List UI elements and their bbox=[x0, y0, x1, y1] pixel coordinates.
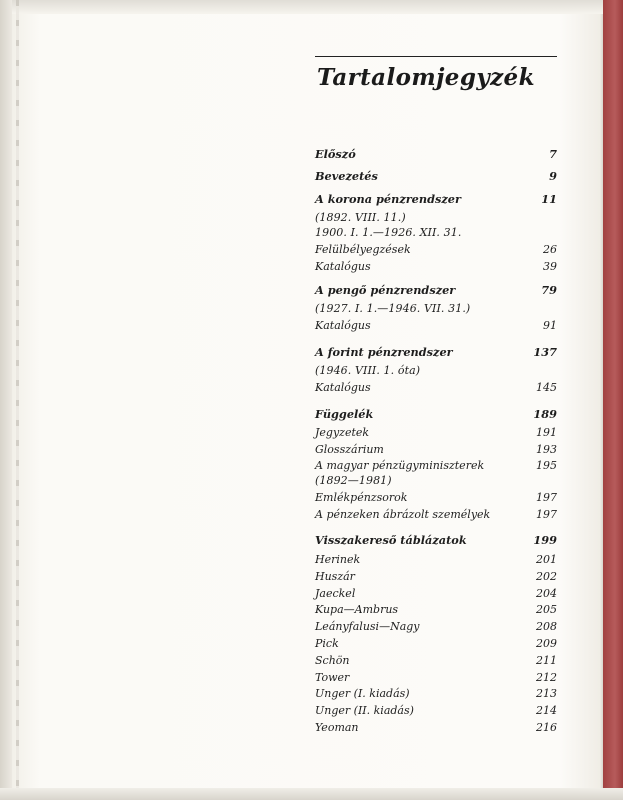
toc-section-visszakereso bbox=[315, 532, 557, 548]
toc-entry-label: (1892—1981) bbox=[315, 474, 392, 487]
toc-entry-page: 197 bbox=[536, 508, 557, 521]
toc-entry-page: 202 bbox=[536, 570, 557, 583]
toc-entry-page: 199 bbox=[533, 533, 557, 547]
toc-entry-label: (1946. VIII. 1. óta) bbox=[315, 364, 421, 377]
toc-date-range bbox=[315, 210, 557, 226]
toc-entry-unger-2 bbox=[315, 703, 557, 719]
toc-entry-katalogus bbox=[315, 318, 557, 334]
toc-entry-jaeckel bbox=[315, 586, 557, 602]
toc-entry-label: Schön bbox=[315, 654, 350, 667]
toc-date-range bbox=[315, 225, 557, 241]
toc-entry-eloszo bbox=[315, 146, 557, 162]
toc-entry-page: 189 bbox=[533, 407, 557, 421]
toc-entry-katalogus bbox=[315, 380, 557, 396]
toc-date-range bbox=[315, 363, 557, 379]
toc-entry-label: Emlékpénzsorok bbox=[315, 491, 408, 504]
toc-entry-page: 212 bbox=[536, 671, 557, 684]
toc-section-pengo bbox=[315, 282, 557, 298]
toc-entry-page: 91 bbox=[543, 319, 557, 332]
toc-entry-label: Jegyzetek bbox=[315, 426, 370, 439]
toc-entry-schon bbox=[315, 653, 557, 669]
toc-entry-page: 145 bbox=[536, 381, 557, 394]
toc-entry-szemelyek bbox=[315, 507, 557, 523]
toc-entry-felulbelyegzesek bbox=[315, 242, 557, 258]
toc-entry-penzugyminiszterek bbox=[315, 458, 557, 474]
toc-entry-page: 7 bbox=[549, 147, 557, 161]
toc-entry-katalogus bbox=[315, 259, 557, 275]
toc-entry-page: 79 bbox=[541, 283, 557, 297]
toc-entry-page: 197 bbox=[536, 491, 557, 504]
toc-entry-emlekpenzsorok bbox=[315, 490, 557, 506]
toc-entry-label: Visszakereső táblázatok bbox=[315, 533, 467, 547]
toc-entry-page: 9 bbox=[549, 169, 557, 183]
toc-entry-leanyfalusi-nagy bbox=[315, 619, 557, 635]
toc-section-fuggelek bbox=[315, 406, 557, 422]
toc-entry-label: A pénzeken ábrázolt személyek bbox=[315, 508, 491, 521]
page-title: Tartalomjegyzék bbox=[317, 64, 535, 91]
toc-entry-page: 205 bbox=[536, 603, 557, 616]
toc-entry-label: Felülbélyegzések bbox=[315, 243, 411, 256]
toc-entry-kupa-ambrus bbox=[315, 602, 557, 618]
toc-entry-pick bbox=[315, 636, 557, 652]
toc-section-korona bbox=[315, 191, 557, 207]
toc-section-forint bbox=[315, 344, 557, 360]
toc-entry-jegyzetek bbox=[315, 425, 557, 441]
title-rule bbox=[315, 56, 557, 57]
toc-entry-bevezetes bbox=[315, 168, 557, 184]
toc-entry-page: 39 bbox=[543, 260, 557, 273]
toc-entry-page: 216 bbox=[536, 721, 557, 734]
toc-entry-label: 1900. I. 1.—1926. XII. 31. bbox=[315, 226, 462, 239]
toc-entry-label: Unger (II. kiadás) bbox=[315, 704, 414, 717]
toc-entry-page: 137 bbox=[533, 345, 557, 359]
toc-entry-glosszarium bbox=[315, 442, 557, 458]
toc-entry-page: 211 bbox=[536, 654, 557, 667]
toc-entry-label: (1927. I. 1.—1946. VII. 31.) bbox=[315, 302, 471, 315]
toc-entry-label: Függelék bbox=[315, 407, 374, 421]
toc-entry-page: 214 bbox=[536, 704, 557, 717]
toc-entry-label: A korona pénzrendszer bbox=[315, 192, 461, 206]
toc-date-range bbox=[315, 473, 557, 489]
toc-entry-tower bbox=[315, 670, 557, 686]
toc-entry-page: 213 bbox=[536, 687, 557, 700]
toc-entry-label: A magyar pénzügyminiszterek bbox=[315, 459, 485, 472]
toc-entry-page: 195 bbox=[536, 459, 557, 472]
toc-entry-label: Jaeckel bbox=[315, 587, 356, 600]
toc-entry-page: 193 bbox=[536, 443, 557, 456]
toc-entry-yeoman bbox=[315, 720, 557, 736]
toc-entry-page: 201 bbox=[536, 553, 557, 566]
toc-entry-huszar bbox=[315, 569, 557, 585]
toc-entry-page: 208 bbox=[536, 620, 557, 633]
toc-entry-label: Bevezetés bbox=[315, 169, 378, 183]
toc-entry-label: Kupa—Ambrus bbox=[315, 603, 399, 616]
toc-entry-label: Katalógus bbox=[315, 319, 371, 332]
toc-entry-label: Katalógus bbox=[315, 260, 371, 273]
toc-entry-label: Huszár bbox=[315, 570, 355, 583]
toc-entry-label: Herinek bbox=[315, 553, 361, 566]
toc-entry-label: A pengő pénzrendszer bbox=[315, 283, 456, 297]
toc-entry-page: 209 bbox=[536, 637, 557, 650]
toc-entry-label: Pick bbox=[315, 637, 339, 650]
toc-entry-page: 191 bbox=[536, 426, 557, 439]
toc-entry-page: 204 bbox=[536, 587, 557, 600]
toc-date-range bbox=[315, 301, 557, 317]
toc-entry-label: Glosszárium bbox=[315, 443, 384, 456]
toc-entry-label: Tower bbox=[315, 671, 350, 684]
toc-entry-label: Unger (I. kiadás) bbox=[315, 687, 410, 700]
toc-entry-label: A forint pénzrendszer bbox=[315, 345, 453, 359]
toc-entry-unger-1 bbox=[315, 686, 557, 702]
toc-entry-label: Katalógus bbox=[315, 381, 371, 394]
toc-entry-page: 26 bbox=[543, 243, 557, 256]
toc-entry-label: Yeoman bbox=[315, 721, 359, 734]
toc-entry-page: 11 bbox=[541, 192, 557, 206]
toc-entry-label: Előszó bbox=[315, 147, 356, 161]
toc-entry-label: Leányfalusi—Nagy bbox=[315, 620, 420, 633]
toc-entry-label: (1892. VIII. 11.) bbox=[315, 211, 406, 224]
toc-entry-herinek bbox=[315, 552, 557, 568]
